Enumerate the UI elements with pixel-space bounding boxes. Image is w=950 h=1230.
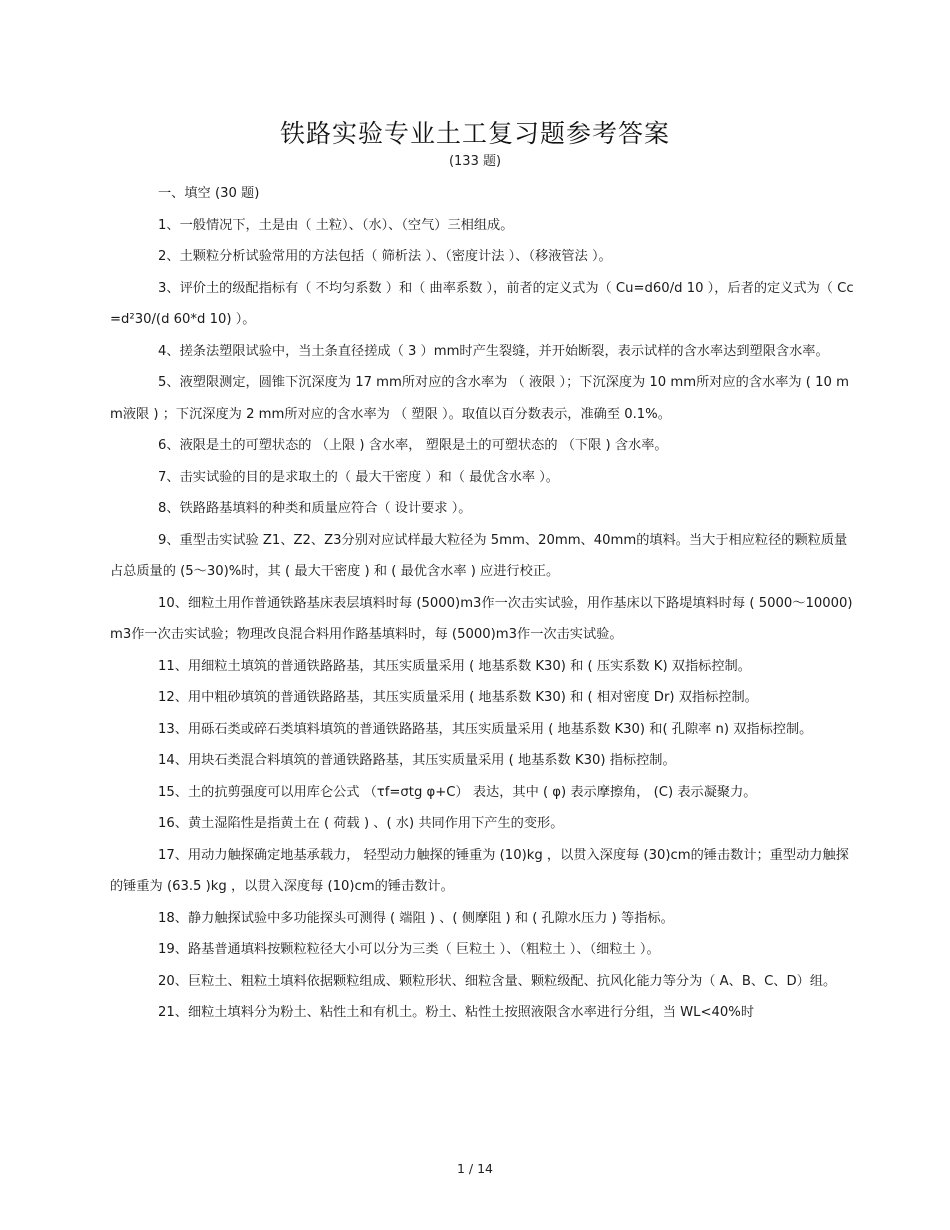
question-11: 11、用细粒土填筑的普通铁路路基，其压实质量采用 ( 地基系数 K30) 和 ( 压实系数 K) 双指标控制。 [158, 658, 751, 674]
question-18: 18、静力触探试验中多功能探头可测得 ( 端阻 ) 、( 侧摩阻 ) 和 ( 孔隙水压力 ) 等指标。 [158, 910, 674, 926]
question-19: 19、路基普通填料按颗粒粒径大小可以分为三类（ 巨粒土 ）、（粗粒土 ）、（细粒土 ）。 [158, 942, 660, 957]
question-20: 20、巨粒土、粗粒土填料依据颗粒组成、颗粒形状、细粒含量、颗粒级配、抗风化能力等分为（ A、B、C、D）组。 [158, 973, 837, 989]
section-heading: 一、填空 (30 题) [158, 186, 260, 201]
question-2: 2、土颗粒分析试验常用的方法包括（ 筛析法 ）、（密度计法 ）、（移液管法 ）。 [158, 249, 612, 264]
page-number: 1 / 14 [456, 1161, 494, 1176]
question-3: 3、评价土的级配指标有（ 不均匀系数 ）和（ 曲率系数 ），前者的定义式为（ Cu=d60/d 10 ），后者的定义式为（ Cc=d²30/(d 60*d 10) ）。 [110, 280, 854, 327]
question-10: 10、细粒土用作普通铁路基床表层填料时每 (5000)m3作一次击实试验，用作基床以下路堤填料时每 ( 5000～10000)m3作一次击实试验；物理改良混合料用作路基填料时，每 (5000)m3作一次击实试验。 [110, 595, 853, 642]
question-9: 9、重型击实试验 Z1、Z2、Z3分别对应试样最大粒径为 5mm、20mm、40mm的填料。当大于相应粒径的颗粒质量占总质量的 (5～30)%时，其 ( 最大干密度 ) 和 ( 最优含水率 ) 应进行校正。 [110, 532, 848, 579]
question-17: 17、用动力触探确定地基承载力， 轻型动力触探的锤重为 (10)kg ，以贯入深度每 (30)cm的锤击数计；重型动力触探的锤重为 (63.5 )kg ，以贯入深度每 (10)cm的锤击数计。 [110, 847, 849, 894]
question-13: 13、用砾石类或碎石类填料填筑的普通铁路路基，其压实质量采用 ( 地基系数 K30) 和( 孔隙率 n) 双指标控制。 [158, 721, 813, 737]
question-21: 21、细粒土填料分为粉土、粘性土和有机土。粉土、粘性土按照液限含水率进行分组，当 WL<40%时 [158, 1005, 755, 1020]
question-6: 6、液限是土的可塑状态的 （上限 ) 含水率， 塑限是土的可塑状态的 （下限 ) 含水率。 [158, 438, 668, 453]
page-title: 铁路实验专业土工复习题参考答案 [279, 119, 670, 148]
question-8: 8、铁路路基填料的种类和质量应符合（ 设计要求 ）。 [158, 501, 472, 516]
question-12: 12、用中粗砂填筑的普通铁路路基，其压实质量采用 ( 地基系数 K30) 和 ( 相对密度 Dr) 双指标控制。 [158, 690, 758, 705]
question-16: 16、黄土湿陷性是指黄土在 ( 荷载 ) 、( 水) 共同作用下产生的变形。 [158, 816, 564, 831]
page-subtitle: (133 题) [448, 154, 502, 169]
question-15: 15、土的抗剪强度可以用库仑公式 （τf=σtg φ+C） 表达，其中 ( φ) 表示摩擦角， (C) 表示凝聚力。 [158, 784, 757, 800]
question-1: 1、一般情况下，土是由（ 土粒）、（水）、（空气）三相组成。 [158, 217, 514, 233]
document-body [110, 178, 855, 1029]
question-4: 4、搓条法塑限试验中，当土条直径搓成（ 3 ）mm时产生裂缝，并开始断裂，表示试样的含水率达到塑限含水率。 [158, 343, 829, 359]
question-7: 7、击实试验的目的是求取土的（ 最大干密度 ）和（ 最优含水率 ）。 [158, 469, 559, 485]
question-14: 14、用块石类混合料填筑的普通铁路路基，其压实质量采用 ( 地基系数 K30) 指标控制。 [158, 753, 676, 768]
question-5: 5、液塑限测定，圆锥下沉深度为 17 mm所对应的含水率为 （ 液限 ）；下沉深度为 10 mm所对应的含水率为 ( 10 mm液限 ) ；下沉深度为 2 mm所对应的含水率为 （ 塑限 ）。取值以百分数表示，准确至 0.1%。 [110, 375, 849, 422]
